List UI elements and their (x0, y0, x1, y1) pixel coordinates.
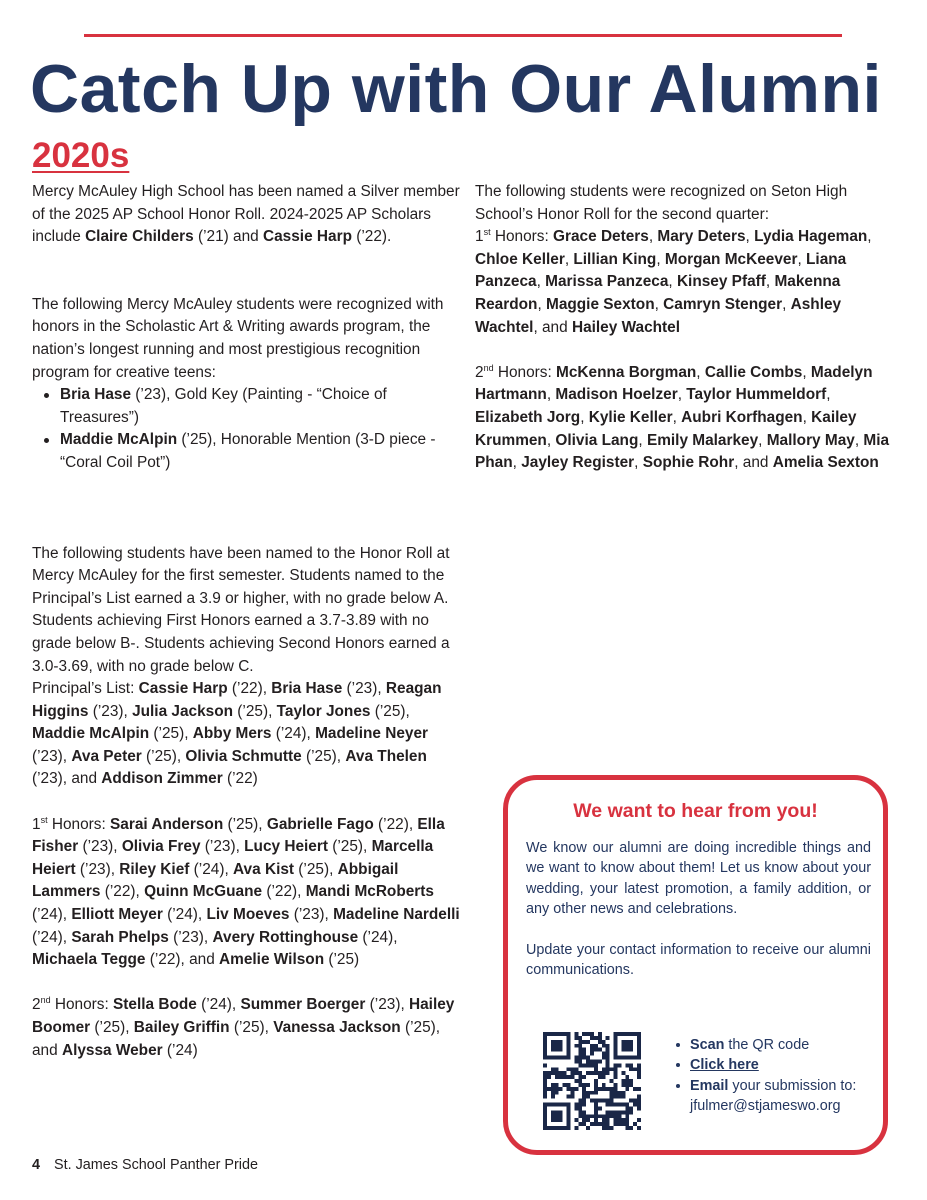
top-divider (84, 34, 842, 37)
student-name: Maddie McAlpin (32, 725, 150, 743)
student-name: Vanessa Jackson (273, 1019, 401, 1036)
student-name: Addison Zimmer (101, 770, 223, 788)
student-name: Ava Thelen (345, 747, 427, 765)
student-name: Abby Mers (192, 725, 272, 743)
student-name: Madelyn Hartmann (475, 363, 873, 404)
callout-title: We want to hear from you! (573, 800, 818, 822)
student-name: Sophie Rohr (642, 454, 735, 472)
student-name: Camryn Stenger (663, 295, 783, 313)
callout-paragraph: We know our alumni are doing incredible things and we want to know about them! Let us know about your wedding, your latest promotion, a family addition, or any other news and celebrations. (526, 840, 871, 918)
student-name: Ella Fisher (32, 815, 445, 856)
student-name: Amelia Sexton (772, 454, 879, 472)
student-name: Mandi McRoberts (305, 883, 434, 901)
student-name: Callie Combs (704, 363, 803, 381)
callout-paragraph: Update your contact information to receive our alumni communications. (526, 942, 871, 979)
student-name: Maggie Sexton (546, 295, 655, 313)
student-name: Quinn McGuane (144, 883, 263, 901)
student-name: Abbigail Lammers (32, 860, 399, 901)
student-name: Julia Jackson (132, 702, 234, 720)
student-name: Hailey Boomer (32, 996, 455, 1036)
scan-item: Scan the QR code (672, 1035, 856, 1055)
seton-honor-roll-intro: The following students were recognized on Seton High School’s Honor Roll for the second quarter: (475, 183, 848, 223)
student-name: Michaela Tegge (32, 951, 146, 969)
student-name: Taylor Jones (276, 702, 371, 720)
art-awards-list (42, 384, 462, 474)
page-title: Catch Up with Our Alumni (30, 51, 882, 127)
student-name: Madeline Neyer (315, 725, 429, 743)
student-name: Aubri Korfhagen (681, 408, 803, 426)
student-name: Mallory May (766, 431, 855, 449)
contact-actions (672, 1035, 856, 1117)
student-name: Taylor Hummeldorf (686, 386, 827, 404)
student-name: Emily Malarkey (646, 431, 759, 449)
student-name: Madeline Nardelli (333, 906, 460, 924)
student-name: Ava Kist (233, 860, 295, 878)
student-name: Olivia Lang (555, 431, 639, 449)
student-name: Chloe Keller (475, 250, 565, 268)
student-name: Bailey Griffin (133, 1019, 230, 1036)
student-name: Bria Hase (60, 386, 132, 404)
email-item: Email your submission to: (672, 1076, 856, 1096)
student-name: Hailey Wachtel (571, 318, 681, 336)
right-column (475, 181, 895, 475)
student-name: Lydia Hageman (754, 228, 868, 246)
student-name: Ava Peter (71, 747, 142, 765)
honor-roll-intro: The following students have been named to the Honor Roll at Mercy McAuley for the first semester. Students named to the Principal’s List earned a 3.9 or higher, with no grade below A. Students achieving First Honors earned a 3.7-3.89 with no grade below B-. Students achieving Second Honors earned a 3.0-3.69, with no grade below C. (32, 544, 450, 675)
email-address[interactable]: jfulmer@stjameswo.org (690, 1098, 841, 1115)
student-name: Kylie Keller (588, 408, 673, 426)
student-name: Grace Deters (553, 228, 649, 246)
page-footer (32, 1157, 258, 1173)
student-name: Cassie Harp (138, 680, 228, 698)
student-name: Morgan McKeever (664, 250, 798, 268)
student-name: Lillian King (573, 250, 657, 268)
student-name: Bria Hase (271, 680, 343, 698)
student-name: Summer Boerger (240, 996, 366, 1014)
principals-list: Principal’s List: Cassie Harp (’22), Bria Hase (’23), Reagan Higgins (’23), Julia Jackson (’25), Taylor Jones (’25), Maddie McAlpin (’25), Abby Mers (’24), Madeline Neyer (’23), Ava Peter (’25), Olivia Schmutte (’25), Ava Thelen (’23), and Addison Zimmer (’22) (32, 680, 442, 788)
student-name: Olivia Frey (121, 838, 201, 856)
student-name: Madison Hoelzer (555, 386, 678, 404)
student-name: Alyssa Weber (61, 1041, 163, 1059)
student-name: Sarah Phelps (71, 928, 169, 946)
ap-honor-roll-paragraph: Mercy McAuley High School has been named a Silver member of the 2025 AP School Honor Roll. 2024-2025 AP Scholars include Claire Childers (’21) and Cassie Harp (’22). (32, 183, 460, 246)
student-name: Stella Bode (113, 996, 197, 1014)
student-name: Marissa Panzeca (545, 273, 669, 291)
student-name: Kinsey Pfaff (676, 273, 766, 291)
publication-name: St. James School Panther Pride (54, 1157, 258, 1173)
student-name: Mia Phan (475, 431, 890, 472)
callout-body (526, 838, 871, 1001)
student-name: Maddie McAlpin (60, 431, 178, 449)
list-item: Bria Hase (’23), Gold Key (Painting - “Choice of Treasures”) (42, 384, 462, 429)
student-name: Jayley Register (521, 454, 635, 472)
art-awards-paragraph: The following Mercy McAuley students were recognized with honors in the Scholastic Art & Writing awards program, the nation’s longest running and most prestigious recognition program for creative teens: (32, 295, 444, 381)
student-name: Gabrielle Fago (266, 815, 374, 833)
student-name: Cassie Harp (263, 228, 352, 246)
qr-code-icon[interactable] (543, 1032, 641, 1130)
student-name: Avery Rottinghouse (212, 928, 359, 946)
student-name: Ashley Wachtel (475, 295, 842, 336)
page-number: 4 (32, 1157, 41, 1173)
contact-callout-box (503, 775, 888, 1155)
student-name: Claire Childers (85, 228, 194, 246)
list-item: Maddie McAlpin (’25), Honorable Mention (3-D piece - “Coral Coil Pot”) (42, 429, 462, 474)
student-name: Amelie Wilson (219, 951, 325, 969)
student-name: Lucy Heiert (244, 838, 328, 856)
student-name: Elliott Meyer (71, 906, 163, 924)
left-column (32, 181, 462, 1062)
student-name: Sarai Anderson (110, 815, 224, 833)
seton-second-honors: 2nd Honors: McKenna Borgman, Callie Combs, Madelyn Hartmann, Madison Hoelzer, Taylor Hummeldorf, Elizabeth Jorg, Kylie Keller, Aubri Korfhagen, Kailey Krummen, Olivia Lang, Emily Malarkey, Mallory May, Mia Phan, Jayley Register, Sophie Rohr, and Amelia Sexton (475, 362, 890, 472)
student-name: Liv Moeves (206, 906, 290, 924)
student-name: Reagan Higgins (32, 680, 442, 720)
second-honors-list: 2nd Honors: Stella Bode (’24), Summer Boerger (’23), Hailey Boomer (’25), Bailey Griffin (’25), Vanessa Jackson (’25), and Alyssa Weber (’24) (32, 995, 455, 1059)
student-name: Marcella Heiert (32, 838, 434, 878)
student-name: Kailey Krummen (475, 408, 857, 449)
student-name: McKenna Borgman (556, 363, 697, 381)
click-here-link[interactable]: Click here (690, 1057, 759, 1074)
decade-heading: 2020s (32, 136, 130, 175)
seton-first-honors: 1st Honors: Grace Deters, Mary Deters, Lydia Hageman, Chloe Keller, Lillian King, Morgan McKeever, Liana Panzeca, Marissa Panzeca, Kinsey Pfaff, Makenna Reardon, Maggie Sexton, Camryn Stenger, Ashley Wachtel, and Hailey Wachtel (475, 227, 872, 336)
first-honors-list: 1st Honors: Sarai Anderson (’25), Gabrielle Fago (’22), Ella Fisher (’23), Olivia Frey (’23), Lucy Heiert (’25), Marcella Heiert (’23), Riley Kief (’24), Ava Kist (’25), Abbigail Lammers (’22), Quinn McGuane (’22), Mandi McRoberts (’24), Elliott Meyer (’24), Liv Moeves (’23), Madeline Nardelli (’24), Sarah Phelps (’23), Avery Rottinghouse (’24), Michaela Tegge (’22), and Amelie Wilson (’25) (32, 814, 460, 969)
student-name: Olivia Schmutte (185, 747, 302, 765)
student-name: Elizabeth Jorg (475, 408, 581, 426)
click-here-item (672, 1055, 856, 1075)
student-name: Makenna Reardon (475, 273, 841, 313)
student-name: Mary Deters (657, 228, 746, 246)
student-name: Riley Kief (119, 860, 190, 878)
student-name: Liana Panzeca (475, 250, 847, 291)
